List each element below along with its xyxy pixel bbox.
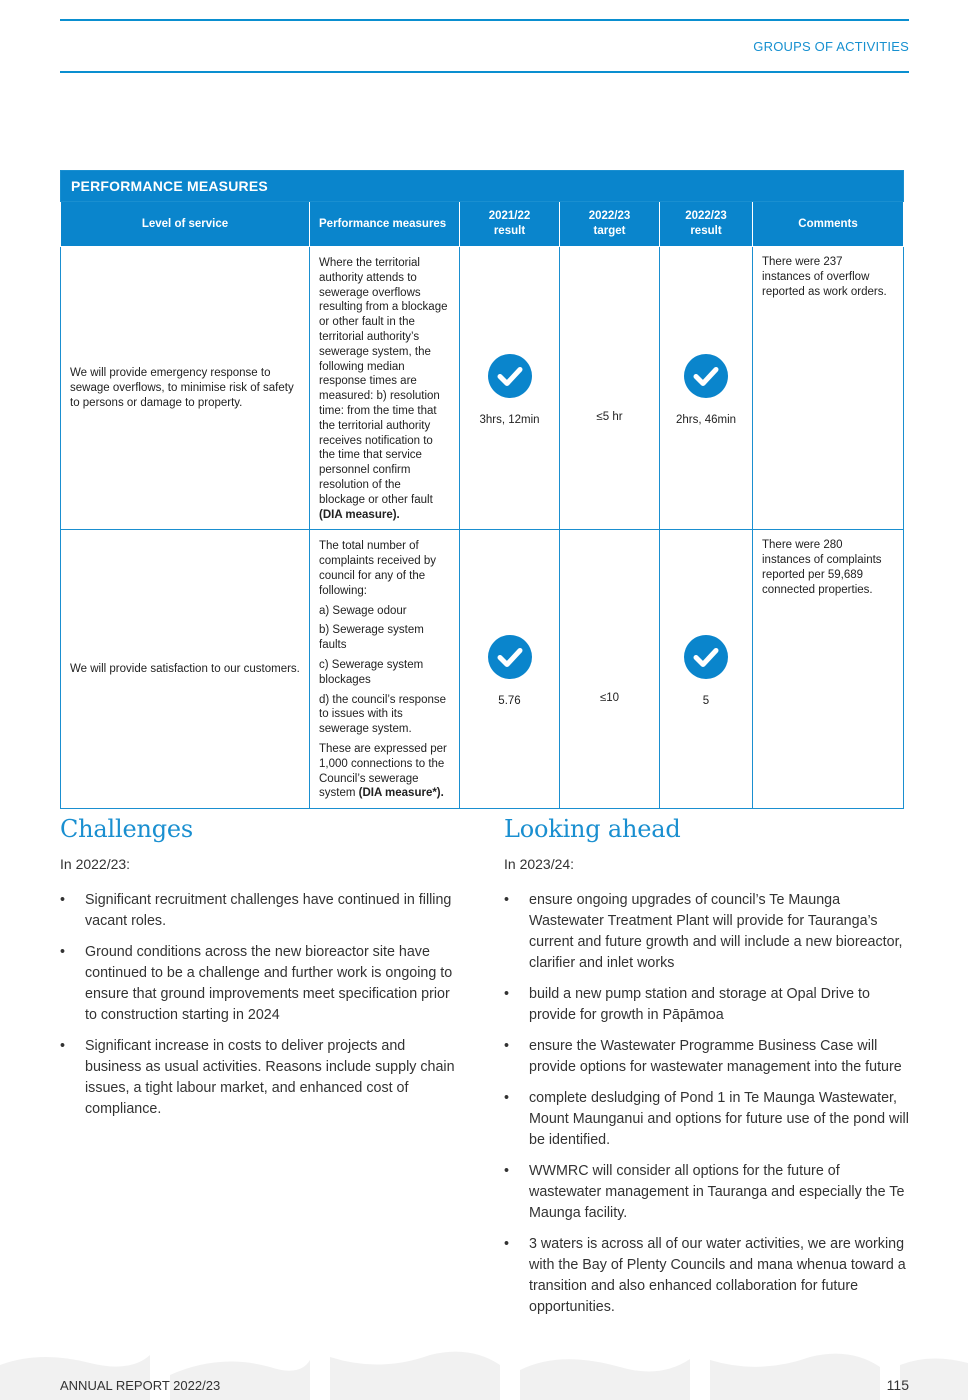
col-level-of-service: Level of service: [61, 202, 310, 247]
check-icon: [487, 353, 533, 399]
check-icon: [487, 634, 533, 680]
level-of-service-cell: We will provide emergency response to sewage overflows, to minimise risk of safety to persons or damage to property.: [61, 247, 310, 530]
list-item: • 3 waters is across all of our water activities, we are working with the Bay of Plenty Councils and mana whenua toward a transition and also enhanced collaboration for future opportunities.: [504, 1236, 906, 1315]
list-item: • Significant increase in costs to deliver projects and business as usual activities. Reasons include supply chain issues, a tight labour market, and enhanced cost of compliance.: [60, 1038, 455, 1117]
col-performance-measures: Performance measures: [310, 202, 460, 247]
check-icon: [683, 634, 729, 680]
section-label: GROUPS OF ACTIVITIES: [753, 39, 909, 54]
comment-cell: There were 237 instances of overflow reported as work orders.: [753, 247, 904, 530]
result-2022-23-cell: 5: [660, 530, 753, 809]
challenges-heading: Challenges: [60, 815, 194, 843]
performance-measure-cell: The total number of complaints received by council for any of the following: a) Sewage odour b) Sewerage system faults c) Sewerage system blockages d) the council’s response to issues with its sewerage system. These are expressed per 1,000 connections to the Council’s sewerage system (DIA measure*).: [310, 530, 460, 809]
looking-ahead-subheading: In 2023/24:: [504, 856, 575, 872]
challenges-list: [60, 890, 465, 1120]
check-icon: [683, 353, 729, 399]
col-2021-22-result: 2021/22 result: [460, 202, 560, 247]
header-rule: [60, 71, 909, 73]
list-item: • WWMRC will consider all options for the future of wastewater management in Tauranga and especially the Te Maunga facility.: [504, 1163, 905, 1221]
list-item: • build a new pump station and storage at Opal Drive to provide for growth in Pāpāmoa: [504, 986, 870, 1023]
looking-ahead-list: [504, 890, 909, 1318]
list-item: • ensure the Wastewater Programme Business Case will provide options for wastewater management into the future: [504, 1038, 902, 1075]
list-item: • ensure ongoing upgrades of council’s Te Maunga Wastewater Treatment Plant will provide for Tauranga’s current and future growth and will include a new bioreactor, clarifier and inlet works: [504, 892, 903, 971]
performance-measures-table: [60, 170, 904, 809]
col-2022-23-result: 2022/23 result: [660, 202, 753, 247]
table-title: PERFORMANCE MEASURES: [61, 171, 904, 202]
result-2022-23-cell: 2hrs, 46min: [660, 247, 753, 530]
looking-ahead-section: [504, 815, 909, 1328]
list-item: • complete desludging of Pond 1 in Te Maunga Wastewater, Mount Maunganui and options for future use of the pond will be identified.: [504, 1090, 909, 1148]
performance-measure-cell: Where the territorial authority attends to sewerage overflows resulting from a blockage or other fault in the territorial authority’s sewerage system, the following median response times are measured: b) resolution time: from the time that the territorial authority receives notification to the time that service personnel confirm resolution of the blockage or other fault (DIA measure).: [310, 247, 460, 530]
comment-cell: There were 280 instances of complaints reported per 59,689 connected properties.: [753, 530, 904, 809]
challenges-subheading: In 2022/23:: [60, 856, 131, 872]
level-of-service-cell: We will provide satisfaction to our customers.: [61, 530, 310, 809]
challenges-section: [60, 815, 465, 1130]
target-2022-23-cell: ≤10: [560, 530, 660, 809]
footer-report-title: ANNUAL REPORT 2022/23: [60, 1378, 221, 1393]
list-item: • Ground conditions across the new bioreactor site have continued to be a challenge and further work is ongoing to ensure that ground improvements meet specification prior to construction starting in 2024: [60, 944, 453, 1023]
target-2022-23-cell: ≤5 hr: [560, 247, 660, 530]
looking-ahead-heading: Looking ahead: [504, 815, 681, 843]
result-2021-22-cell: 3hrs, 12min: [460, 247, 560, 530]
table-row: [61, 530, 904, 809]
table-row: [61, 247, 904, 530]
table-header-row: [61, 202, 904, 247]
col-comments: Comments: [753, 202, 904, 247]
list-item: • Significant recruitment challenges have continued in filling vacant roles.: [60, 892, 452, 929]
page-number: 115: [886, 1377, 909, 1393]
col-2022-23-target: 2022/23 target: [560, 202, 660, 247]
result-2021-22-cell: 5.76: [460, 530, 560, 809]
top-rule: [60, 19, 909, 21]
